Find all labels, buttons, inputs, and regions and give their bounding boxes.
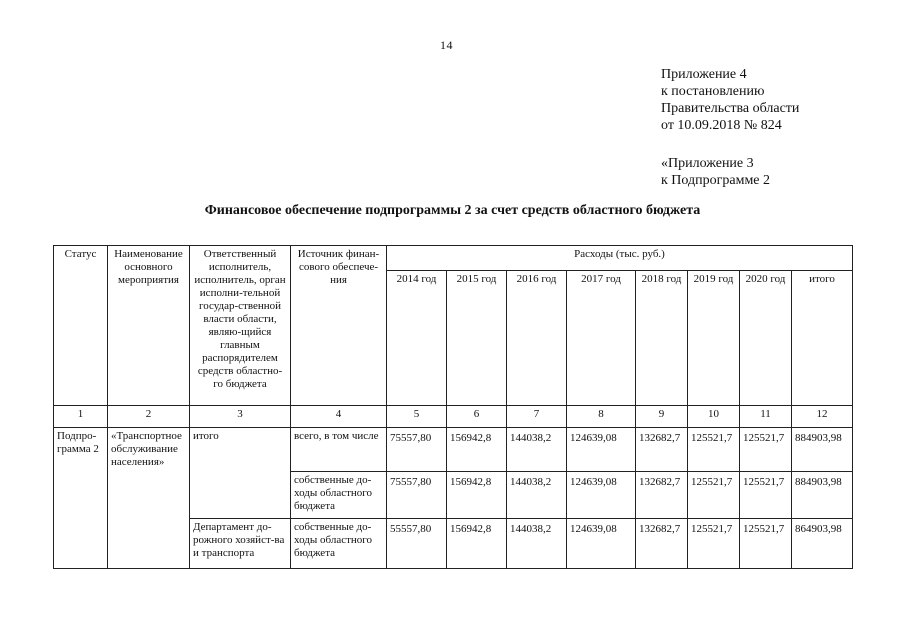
total-cell: 864903,98 bbox=[792, 519, 853, 569]
column-number: 10 bbox=[688, 406, 740, 428]
activity-name-cell: «Транспортное обслуживание населения» bbox=[108, 428, 190, 569]
value-cell: 132682,7 bbox=[636, 472, 688, 519]
column-number-row bbox=[54, 406, 853, 428]
header-row-top bbox=[54, 246, 853, 271]
header-name: Наименование основного мероприятия bbox=[108, 246, 190, 406]
value-cell: 144038,2 bbox=[507, 519, 567, 569]
header-source: Источник финан-сового обеспече-ния bbox=[291, 246, 387, 406]
appendix-reference bbox=[661, 155, 770, 189]
value-cell: 132682,7 bbox=[636, 428, 688, 472]
value-cell: 144038,2 bbox=[507, 428, 567, 472]
table-row bbox=[54, 428, 853, 472]
appendix-line: к постановлению bbox=[661, 84, 765, 99]
value-cell: 75557,80 bbox=[387, 428, 447, 472]
value-cell: 144038,2 bbox=[507, 472, 567, 519]
column-number: 4 bbox=[291, 406, 387, 428]
page-number: 14 bbox=[440, 38, 453, 52]
value-cell: 125521,7 bbox=[688, 519, 740, 569]
header-status: Статус bbox=[54, 246, 108, 406]
column-number: 9 bbox=[636, 406, 688, 428]
source-cell: всего, в том числе bbox=[291, 428, 387, 472]
column-number: 12 bbox=[792, 406, 853, 428]
appendix-line: Приложение 4 bbox=[661, 67, 747, 82]
column-number: 5 bbox=[387, 406, 447, 428]
source-cell: собственные до-ходы областного бюджета bbox=[291, 472, 387, 519]
column-number: 6 bbox=[447, 406, 507, 428]
executor-cell: итого bbox=[190, 428, 291, 519]
total-cell: 884903,98 bbox=[792, 472, 853, 519]
column-number: 11 bbox=[740, 406, 792, 428]
value-cell: 55557,80 bbox=[387, 519, 447, 569]
financing-table bbox=[53, 245, 853, 569]
source-cell: собственные до-ходы областного бюджета bbox=[291, 519, 387, 569]
value-cell: 156942,8 bbox=[447, 428, 507, 472]
appendix-ref-line: «Приложение 3 bbox=[661, 156, 754, 171]
column-number: 2 bbox=[108, 406, 190, 428]
value-cell: 132682,7 bbox=[636, 519, 688, 569]
header-year: 2015 год bbox=[447, 271, 507, 406]
appendix-line: Правительства области bbox=[661, 101, 800, 116]
value-cell: 125521,7 bbox=[688, 428, 740, 472]
appendix-ref-line: к Подпрограмме 2 bbox=[661, 173, 771, 188]
header-executor: Ответственный исполнитель, исполнитель, орган исполни-тельной государ-ственной власти области, являю-щийся главным распорядителем средств областно-го бюджета bbox=[190, 246, 291, 406]
status-cell: Подпро-грамма 2 bbox=[54, 428, 108, 569]
value-cell: 124639,08 bbox=[567, 472, 636, 519]
document-title: Финансовое обеспечение подпрограммы 2 за счет средств областного бюджета bbox=[204, 203, 701, 218]
value-cell: 125521,7 bbox=[740, 519, 792, 569]
column-number: 3 bbox=[190, 406, 291, 428]
appendix-header bbox=[661, 66, 799, 134]
value-cell: 156942,8 bbox=[447, 519, 507, 569]
column-number: 7 bbox=[507, 406, 567, 428]
total-cell: 884903,98 bbox=[792, 428, 853, 472]
value-cell: 124639,08 bbox=[567, 519, 636, 569]
value-cell: 75557,80 bbox=[387, 472, 447, 519]
header-year: 2016 год bbox=[507, 271, 567, 406]
column-number: 8 bbox=[567, 406, 636, 428]
value-cell: 124639,08 bbox=[567, 428, 636, 472]
header-expenses: Расходы (тыс. руб.) bbox=[387, 246, 853, 271]
value-cell: 125521,7 bbox=[740, 472, 792, 519]
header-year: 2020 год bbox=[740, 271, 792, 406]
header-year: 2014 год bbox=[387, 271, 447, 406]
header-year: 2018 год bbox=[636, 271, 688, 406]
column-number: 1 bbox=[54, 406, 108, 428]
header-year: 2017 год bbox=[567, 271, 636, 406]
header-total: итого bbox=[792, 271, 853, 406]
executor-cell: Департамент до-рожного хозяйст-ва и транспорта bbox=[190, 519, 291, 569]
header-year: 2019 год bbox=[688, 271, 740, 406]
value-cell: 125521,7 bbox=[688, 472, 740, 519]
value-cell: 125521,7 bbox=[740, 428, 792, 472]
appendix-line: от 10.09.2018 № 824 bbox=[661, 118, 782, 133]
value-cell: 156942,8 bbox=[447, 472, 507, 519]
